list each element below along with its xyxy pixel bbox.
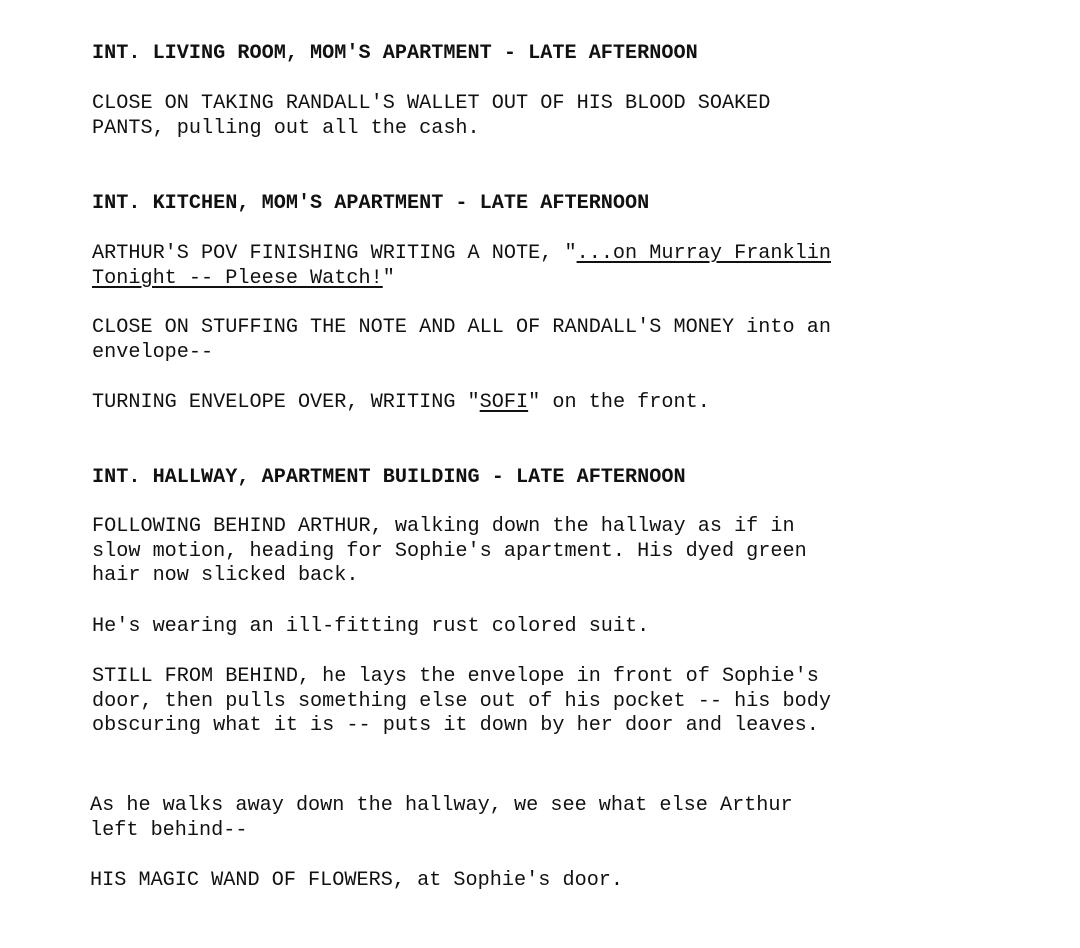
note-text-underlined: Tonight -- Pleese Watch! bbox=[92, 266, 383, 290]
action-note bbox=[92, 242, 831, 291]
action-line: FOLLOWING BEHIND ARTHUR, walking down the hallway as if in bbox=[92, 515, 795, 538]
scene-heading-text: INT. LIVING ROOM, MOM'S APARTMENT - LATE AFTERNOON bbox=[92, 42, 698, 65]
action-walks-away bbox=[90, 794, 793, 843]
action-line: " bbox=[382, 266, 395, 290]
action-envelope bbox=[92, 316, 831, 365]
action-line: slow motion, heading for Sophie's apartment. His dyed green bbox=[92, 539, 807, 563]
action-wallet bbox=[92, 92, 770, 141]
scene-heading-text: INT. KITCHEN, MOM'S APARTMENT - LATE AFTERNOON bbox=[92, 192, 650, 215]
action-still-from-behind bbox=[92, 665, 831, 739]
action-line: CLOSE ON TAKING RANDALL'S WALLET OUT OF HIS BLOOD SOAKED bbox=[92, 92, 771, 115]
action-line: TURNING ENVELOPE OVER, WRITING " bbox=[92, 391, 480, 414]
action-line: door, then pulls something else out of his pocket -- his body bbox=[92, 689, 831, 713]
action-line: He's wearing an ill-fitting rust colored suit. bbox=[92, 615, 650, 638]
action-line: left behind-- bbox=[90, 818, 248, 842]
note-text-underlined: ...on Murray Franklin bbox=[576, 242, 831, 265]
action-suit bbox=[92, 615, 649, 640]
action-line: HIS MAGIC WAND OF FLOWERS, at Sophie's door. bbox=[90, 869, 624, 892]
scene-heading-hallway bbox=[92, 466, 686, 491]
scene-heading-kitchen bbox=[92, 192, 649, 217]
action-line: ARTHUR'S POV FINISHING WRITING A NOTE, " bbox=[92, 242, 577, 265]
action-line: CLOSE ON STUFFING THE NOTE AND ALL OF RANDALL'S MONEY into an bbox=[92, 316, 831, 339]
action-line: envelope-- bbox=[92, 340, 214, 364]
scene-heading-text: INT. HALLWAY, APARTMENT BUILDING - LATE AFTERNOON bbox=[92, 466, 686, 489]
action-line: hair now slicked back. bbox=[92, 564, 359, 587]
action-line: obscuring what it is -- puts it down by her door and leaves. bbox=[92, 714, 819, 737]
action-line: STILL FROM BEHIND, he lays the envelope in front of Sophie's bbox=[92, 665, 819, 688]
action-line: " on the front. bbox=[528, 391, 710, 414]
action-sofi bbox=[92, 391, 710, 416]
sofi-underlined: SOFI bbox=[479, 391, 529, 414]
action-line: As he walks away down the hallway, we see what else Arthur bbox=[90, 794, 793, 817]
action-following bbox=[92, 515, 807, 589]
action-magic-wand bbox=[90, 869, 623, 894]
action-line: PANTS, pulling out all the cash. bbox=[92, 116, 480, 140]
scene-heading-living-room bbox=[92, 42, 698, 67]
